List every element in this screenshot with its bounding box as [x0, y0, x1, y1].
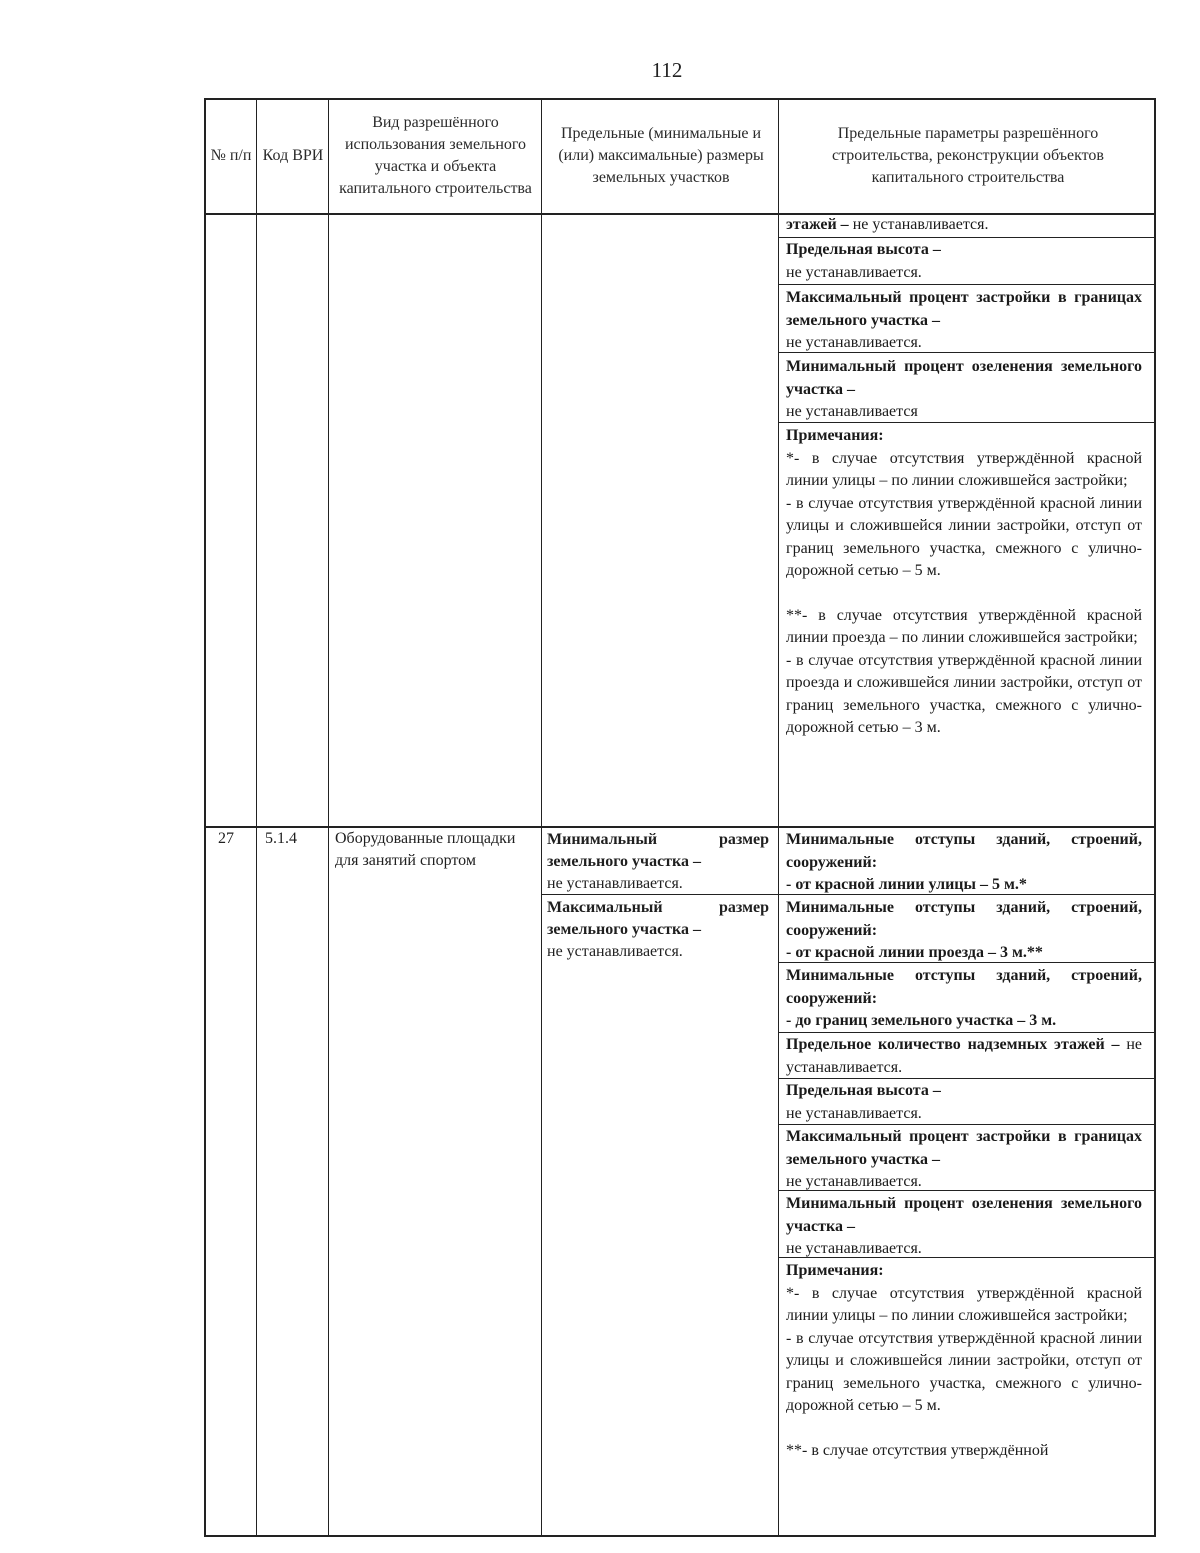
row-27-code: 5.1.4	[265, 830, 297, 847]
notes-title: Примечания:	[786, 1262, 884, 1279]
page-number: 112	[651, 58, 683, 82]
table-border-left	[204, 98, 206, 1537]
row-27-setback-boundary	[786, 965, 1142, 1033]
param-value: не устанавливается.	[547, 875, 683, 892]
land-use-table	[204, 98, 1156, 1537]
param-value: не устанавливается.	[786, 1104, 922, 1122]
header-col-plot-sizes	[550, 98, 772, 213]
param-value: не устанавливается.	[848, 216, 989, 233]
table-border-right	[1154, 98, 1156, 1537]
param-value: не устанавливается.	[786, 1240, 922, 1257]
table-border-bottom	[204, 1535, 1156, 1537]
param-value: не устанавливается.	[786, 334, 922, 351]
header-col-use-type-text: Вид разрешённого использования земельного участка и объекта капитального строительства	[339, 113, 532, 197]
header-col-code-text: Код ВРИ	[262, 146, 324, 164]
param-value: - от красной линии проезда – 3 м.**	[786, 944, 1043, 961]
row-27-min-size	[547, 829, 769, 895]
param-value: не устанавливается	[786, 403, 918, 420]
param-label: Минимальный процент озеленения земельного участка –	[786, 358, 1142, 398]
col-sep-3	[541, 98, 542, 1537]
param-label: Максимальный процент застройки в границах земельного участка –	[786, 289, 1142, 329]
param-label: Максимальный размер земельного участка –	[547, 899, 769, 938]
row-27-floors	[786, 1034, 1142, 1079]
param-value: не устанавливается.	[786, 1036, 1142, 1076]
note-text: *- в случае отсутствия утверждённой красной линии улицы – по линии сложившейся застройки;	[786, 1284, 1142, 1324]
param-value: - от красной линии улицы – 5 м.*	[786, 876, 1027, 893]
param-label: Предельное количество надземных этажей –	[786, 1036, 1120, 1053]
cont-min-green-param	[786, 356, 1142, 424]
row-27-number: 27	[218, 830, 234, 847]
row-27-max-build	[786, 1126, 1142, 1194]
note-text: - в случае отсутствия утверждённой красной линии улицы и сложившейся линии застройки, отступ от границ земельного участка, смежного с улично-дорожной сетью – 5 м.	[786, 1329, 1142, 1414]
param-value: не устанавливается.	[786, 263, 922, 281]
param-label: Предельная высота –	[786, 1082, 941, 1099]
param-label: Минимальный размер земельного участка –	[547, 831, 769, 870]
row-27-setback-street	[786, 829, 1142, 897]
row-27-use-name: Оборудованные площадки для занятий спортом	[335, 830, 516, 869]
param-label: Минимальный процент озеленения земельного участка –	[786, 1195, 1142, 1235]
param-label: Минимальные отступы зданий, строений, сооружений:	[786, 831, 1142, 871]
header-col-build-params-text: Предельные параметры разрешённого строительства, реконструкции объектов капитального строительства	[832, 124, 1104, 186]
param-label: Максимальный процент застройки в границах земельного участка –	[786, 1128, 1142, 1168]
col-sep-2	[328, 98, 329, 1537]
notes-title: Примечания:	[786, 427, 884, 444]
row-27-min-green	[786, 1193, 1142, 1261]
param-value: - до границ земельного участка – 3 м.	[786, 1012, 1057, 1029]
note-text: - в случае отсутствия утверждённой красной линии улицы и сложившейся линии застройки, отступ от границ земельного участка, смежного с улично-дорожной сетью – 5 м.	[786, 494, 1142, 579]
row-27-notes	[786, 1260, 1142, 1462]
row-27-height	[786, 1080, 1142, 1125]
note-text: *- в случае отсутствия утверждённой красной линии улицы – по линии сложившейся застройки;	[786, 449, 1142, 489]
param-value: не устанавливается.	[786, 1173, 922, 1190]
col-sep-4	[778, 98, 779, 1537]
note-text: **- в случае отсутствия утверждённой	[786, 1441, 1049, 1459]
param-label: Минимальные отступы зданий, строений, сооружений:	[786, 899, 1142, 939]
note-text: - в случае отсутствия утверждённой красной линии проезда и сложившейся линии застройки, отступ от границ земельного участка, смежного с улично-дорожной сетью – 3 м.	[786, 651, 1142, 736]
header-col-number-text: № п/п	[210, 146, 252, 164]
header-col-number	[206, 98, 256, 213]
param-label: Предельная высота –	[786, 241, 941, 258]
cont-floors-param	[786, 214, 1142, 237]
row-27-max-size	[547, 897, 769, 963]
row-27-setback-passage	[786, 897, 1142, 965]
row-sep	[778, 284, 1156, 285]
note-text: **- в случае отсутствия утверждённой красной линии проезда – по линии сложившейся застройки;	[786, 606, 1142, 646]
header-col-build-params	[790, 98, 1146, 213]
cont-max-build-param	[786, 287, 1142, 355]
header-col-code	[260, 98, 326, 213]
cont-notes	[786, 425, 1142, 740]
param-value: не устанавливается.	[547, 943, 683, 960]
header-col-plot-sizes-text: Предельные (минимальные и (или) максимальные) размеры земельных участков	[558, 124, 764, 186]
header-col-use-type	[334, 98, 537, 213]
param-label: Минимальные отступы зданий, строений, сооружений:	[786, 967, 1142, 1007]
param-label: этажей –	[786, 216, 849, 233]
col-sep-1	[256, 98, 257, 1537]
cont-height-param	[786, 239, 1142, 284]
